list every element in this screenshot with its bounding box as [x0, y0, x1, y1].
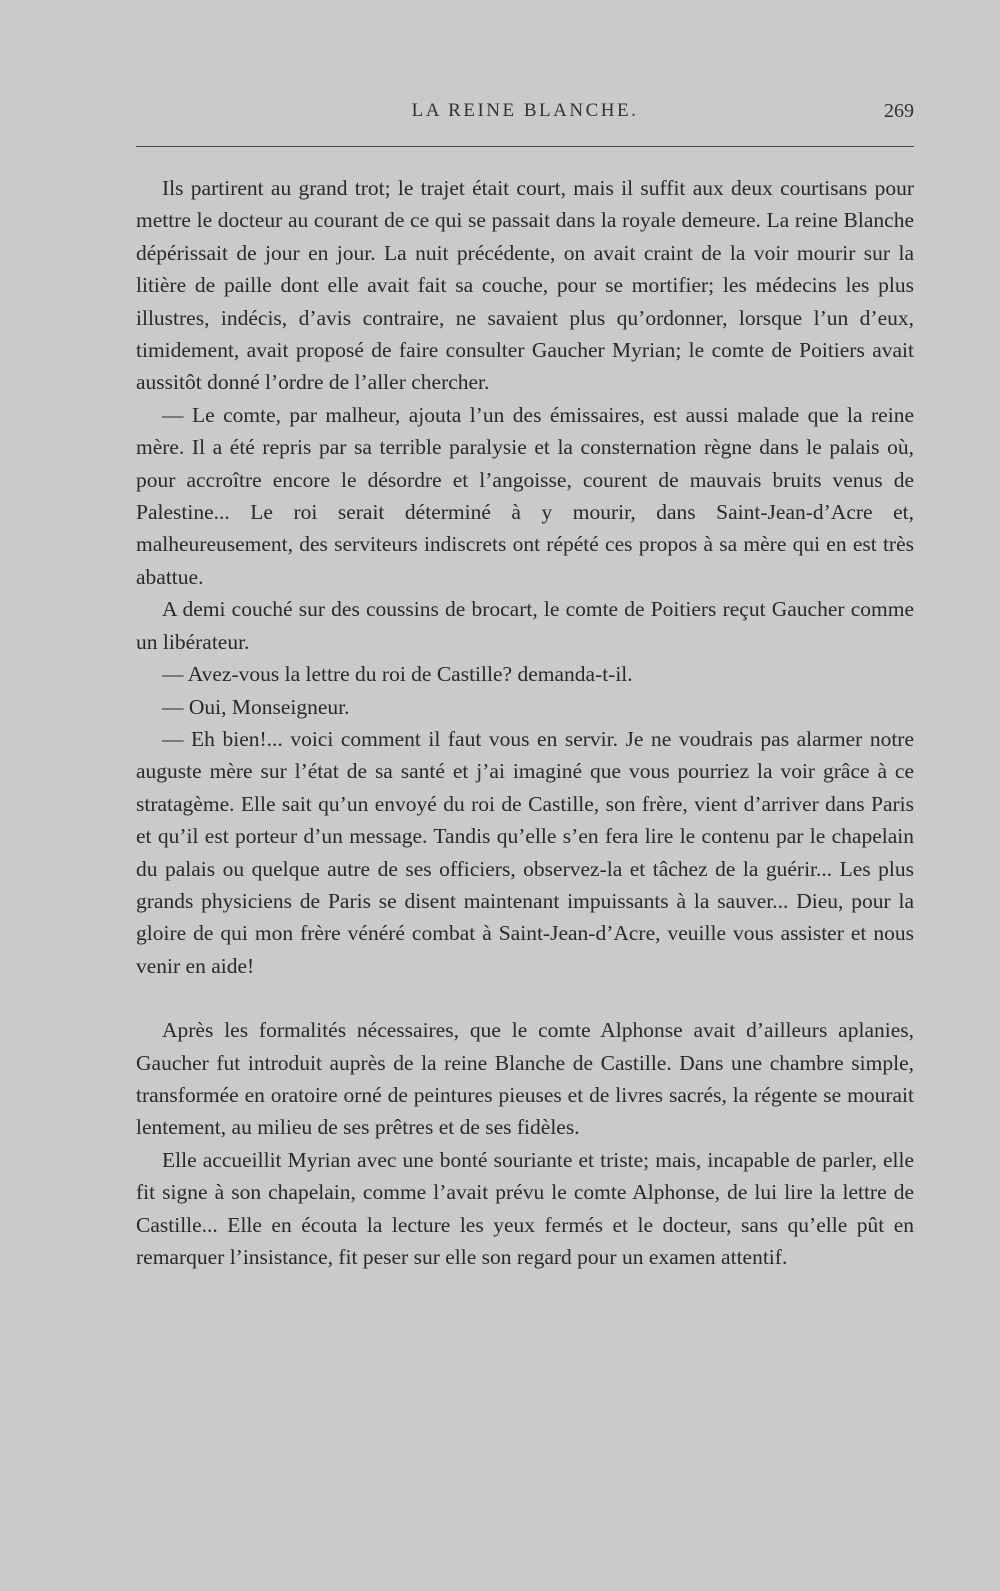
paragraph: Après les formalités nécessaires, que le comte Alphonse avait d’ailleurs aplanies, Gaucher fut introduit auprès de la reine Blanche de Castille. Dans une chambre simple, transformée en oratoire orné de peintures pieuses et de livres sacrés, la régente se mourait lentement, au milieu de ses prêtres et de ses fidèles. [136, 1018, 914, 1140]
paragraph: — Eh bien!... voici comment il faut vous en servir. Je ne voudrais pas alarmer notre auguste mère sur l’état de sa santé et j’ai imaginé que vous pourriez la voir grâce à ce stratagème. Elle sait qu’un envoyé du roi de Castille, son frère, vient d’arriver dans Paris et qu’il est porteur d’un message. Tandis qu’elle s’en fera lire le contenu par le chapelain du palais ou quelque autre de ses officiers, observez-la et tâchez de la guérir... Les plus grands physiciens de Paris se disent maintenant impuissants à la sauver... Dieu, pour la gloire de qui mon frère vénéré combat à Saint-Jean-d’Acre, veuille vous assister et nous venir en aide! [136, 726, 914, 978]
paragraph: A demi couché sur des coussins de brocart, le comte de Poitiers reçut Gaucher comme un libérateur. [136, 597, 914, 654]
paragraph: — Oui, Monseigneur. [162, 694, 350, 719]
paragraph: — Le comte, par malheur, ajouta l’un des émissaires, est aussi malade que la reine mère. Il a été repris par sa terrible paralysie et la consternation règne dans le palais où, pour accroître encore le désordre et l’angoisse, courent de mauvais bruits venus de Palestine... Le roi serait déterminé à y mourir, dans Saint-Jean-d’Acre et, malheureusement, des serviteurs indiscrets ont répété ces propos à sa mère qui en est très abattue. [136, 402, 914, 589]
paragraph: Elle accueillit Myrian avec une bonté souriante et triste; mais, incapable de parler, elle fit signe à son chapelain, comme l’avait prévu le comte Alphonse, de lui lire la lettre de Castille... Elle en écouta la lecture les yeux fermés et le docteur, sans qu’elle pût en remarquer l’insistance, fit peser sur elle son regard pour un examen attentif. [136, 1147, 914, 1269]
paragraph: Ils partirent au grand trot; le trajet était court, mais il suffit aux deux courtisans pour mettre le docteur au courant de ce qui se passait dans la royale demeure. La reine Blanche dépérissait de jour en jour. La nuit précédente, on avait craint de la voir mourir sur la litière de paille dont elle avait fait sa couche, pour se mortifier; les médecins les plus illustres, indécis, d’avis contraire, ne savaient plus qu’ordonner, lorsque l’un d’eux, timidement, avait proposé de faire consulter Gaucher Myrian; le comte de Poitiers avait aussitôt donné l’ordre de l’aller chercher. [136, 176, 914, 395]
body-text [136, 172, 914, 1273]
paragraph: — Avez-vous la lettre du roi de Castille? demanda-t-il. [162, 662, 633, 687]
page-number: 269 [884, 100, 914, 122]
running-title: LA REINE BLANCHE. [411, 100, 639, 121]
section-break [136, 982, 914, 1014]
header-rule [136, 146, 914, 147]
running-head [136, 100, 914, 130]
